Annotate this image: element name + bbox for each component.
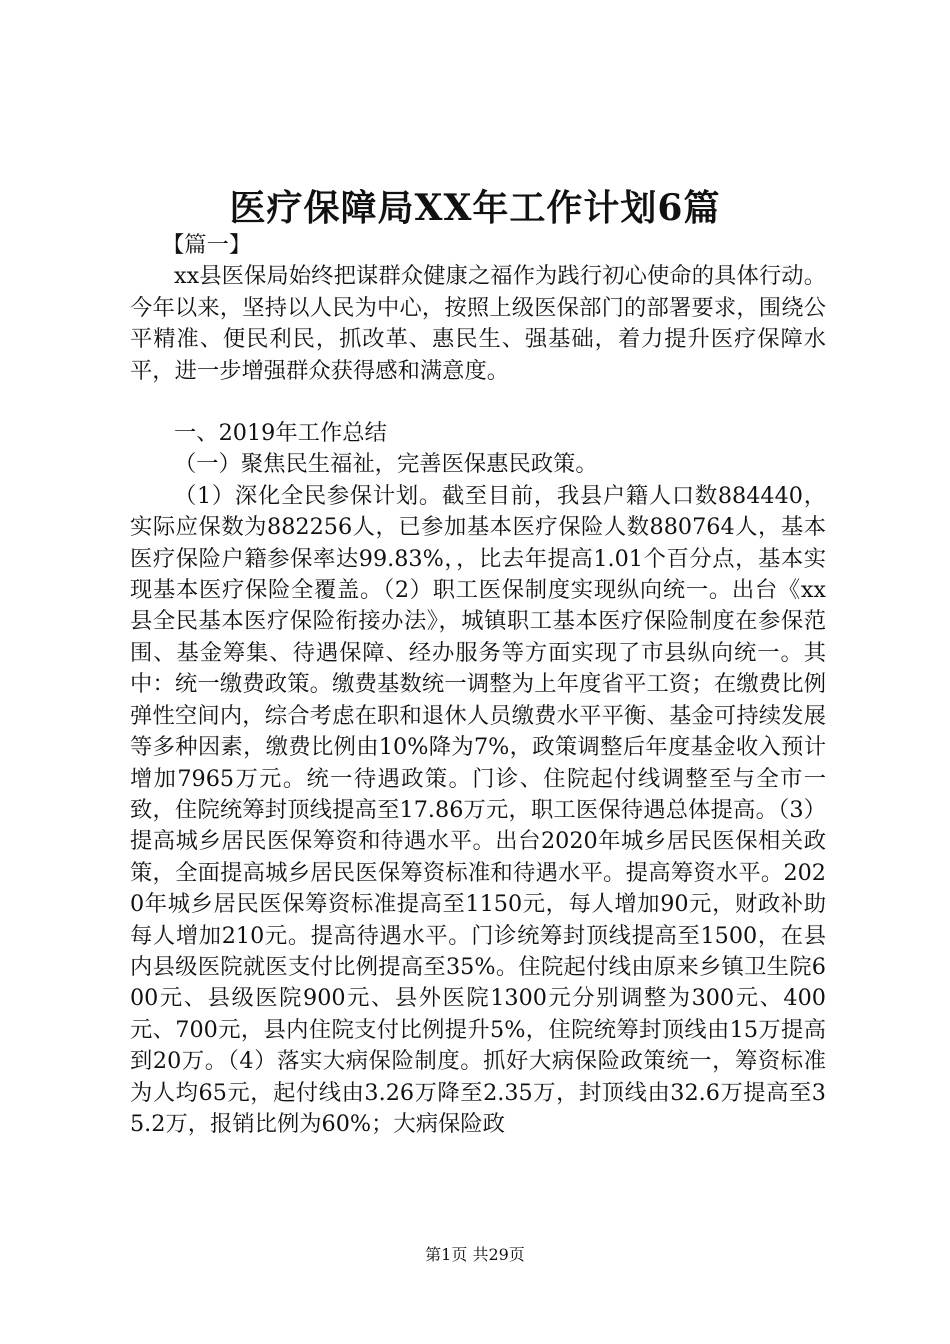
page-footer: 第1页 共29页 — [425, 1245, 525, 1264]
paragraph-spacer — [130, 387, 826, 418]
body-paragraph: （1）深化全民参保计划。截至目前，我县户籍人口数884440，实际应保数为882256人，已参加基本医疗保险人数880764人，基本医疗保险户籍参保率达99.83%，，比去年提高1.01个百分点，基本实现基本医疗保险全覆盖。（2）职工医保制度实现纵向统一。出台《xx县全民基本医疗保险衔接办法》，城镇职工基本医疗保险制度在参保范围、基金筹集、待遇保障、经办服务等方面实现了市县纵向统一。其中：统一缴费政策。缴费基数统一调整为上年度省平工资；在缴费比例弹性空间内，综合考虑在职和退休人员缴费水平平衡、基金可持续发展等多种因素，缴费比例由10%降为7%，政策调整后年度基金收入预计增加7965万元。统一待遇政策。门诊、住院起付线调整至与全市一致，住院统筹封顶线提高至17.86万元，职工医保待遇总体提高。（3）提高城乡居民医保筹资和待遇水平。出台2020年城乡居民医保相关政策，全面提高城乡居民医保筹资标准和待遇水平。提高筹资水平。2020年城乡居民医保筹资标准提高至1150元，每人增加90元，财政补助每人增加210元。提高待遇水平。门诊统筹封顶线提高至1500，在县内县级医院就医支付比例提高至35%。住院起付线由原来乡镇卫生院600元、县级医院900元、县外医院1300元分别调整为300元、400元、700元，县内住院支付比例提升5%，住院统筹封顶线由15万提高到20万。（4）落实大病保险制度。抓好大病保险政策统一，筹资标准为人均65元，起付线由3.26万降至2.35万，封顶线由32.6万提高至35.2万，报销比例为60%；大病保险政 — [130, 482, 826, 1137]
document-title: 医疗保障局XX年工作计划6篇 — [229, 187, 721, 229]
document-body — [130, 230, 826, 1140]
intro-paragraph: xx县医保局始终把谋群众健康之福作为践行初心使命的具体行动。今年以来，坚持以人民为中心，按照上级医保部门的部署要求，围绕公平精准、便民利民，抓改革、惠民生、强基础，着力提升医疗保障水平，进一步增强群众获得感和满意度。 — [130, 263, 826, 384]
subsection-heading: （一）聚焦民生福祉，完善医保惠民政策。 — [174, 451, 598, 478]
section-label: 【篇一】 — [162, 232, 252, 258]
section-heading: 一、2019年工作总结 — [174, 420, 387, 447]
